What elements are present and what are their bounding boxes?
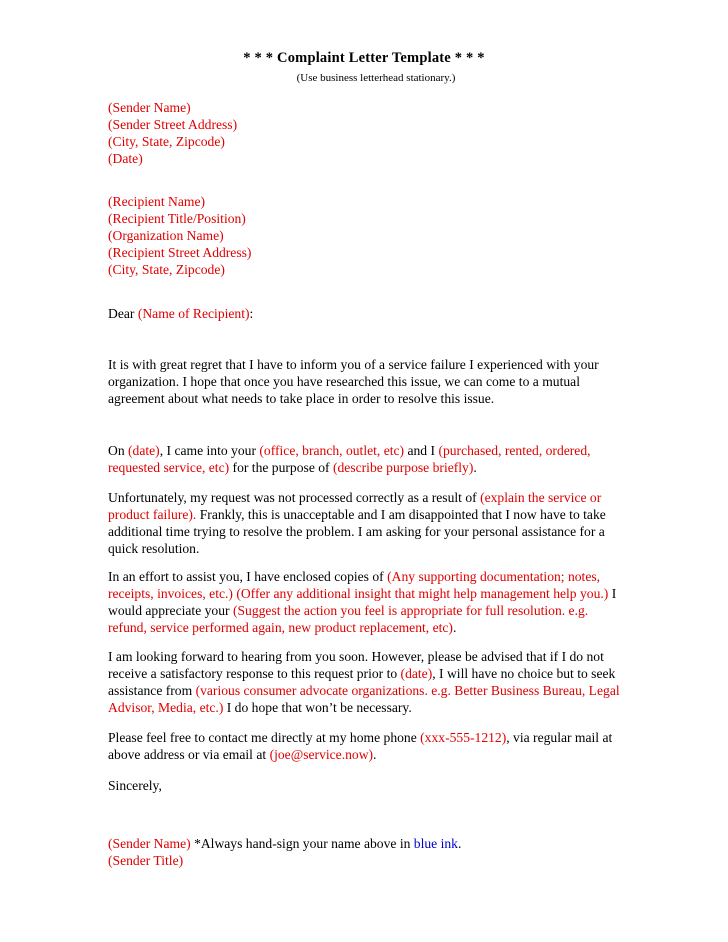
- signature-sender-title: (Sender Title): [108, 853, 184, 868]
- salutation: [108, 305, 628, 322]
- p5-text-3: I do hope that won’t be necessary.: [223, 700, 412, 715]
- p3-text-2: Frankly, this is unacceptable and I am disappointed that I now have to take additional time trying to resolve the problem. I am asking for your personal assistance for a quick resolution.: [108, 507, 606, 556]
- p2-placeholder-action: (purchased, rented, ordered, requested service, etc): [108, 443, 591, 475]
- recipient-address-block: [108, 193, 628, 278]
- p4-text-3: .: [452, 620, 457, 635]
- p2-text-1: On: [108, 443, 129, 458]
- recipient-city: (City, State, Zipcode): [108, 262, 225, 277]
- p3-placeholder-failure: (explain the service or product failure).: [108, 490, 602, 522]
- paragraph-contact: [108, 729, 628, 763]
- sender-name: (Sender Name): [108, 100, 191, 115]
- p4-text-2: I would appreciate your: [108, 586, 617, 618]
- p2-text-5: .: [473, 460, 477, 475]
- signature-line: [108, 835, 628, 852]
- p5-text-2: , I will have no choice but to seek assistance from: [108, 666, 616, 698]
- p5-placeholder-date: (date): [400, 666, 433, 681]
- p2-text-4: for the purpose of: [229, 460, 333, 475]
- sender-address-block: [108, 99, 628, 167]
- p6-text-3: .: [373, 747, 377, 762]
- paragraph-deadline: [108, 648, 628, 716]
- p6-text-1: Please feel free to contact me directly at my home phone: [108, 730, 421, 745]
- paragraph-intro: [108, 356, 628, 407]
- p2-text-3: and I: [404, 443, 439, 458]
- sender-city: (City, State, Zipcode): [108, 134, 225, 149]
- signature-period: .: [457, 836, 462, 851]
- salutation-recipient-name: (Name of Recipient): [137, 306, 250, 321]
- signature-note: *Always hand-sign your name above in: [190, 836, 414, 851]
- salutation-colon: :: [249, 306, 254, 321]
- p6-text-2: , via regular mail at above address or via email at: [108, 730, 613, 762]
- sender-street: (Sender Street Address): [108, 117, 238, 132]
- p2-placeholder-location: (office, branch, outlet, etc): [259, 443, 405, 458]
- paragraph-intro-text: It is with great regret that I have to inform you of a service failure I experienced with your organization. I hope that once you have researched this issue, we can come to a mutual agreement about what needs to take place in order to resolve this issue.: [108, 357, 599, 406]
- recipient-org: (Organization Name): [108, 228, 224, 243]
- signature-block: [108, 835, 628, 869]
- p2-text-2: , I came into your: [159, 443, 260, 458]
- paragraph-enclosures: [108, 568, 628, 636]
- recipient-street: (Recipient Street Address): [108, 245, 252, 260]
- recipient-title: (Recipient Title/Position): [108, 211, 246, 226]
- p3-text-1: Unfortunately, my request was not processed correctly as a result of: [108, 490, 481, 505]
- p4-placeholder-documentation: (Any supporting documentation; notes, receipts, invoices, etc.) (Offer any additional insight that might help management help you.): [108, 569, 609, 601]
- p2-placeholder-date: (date): [128, 443, 160, 458]
- p5-placeholder-organizations: (various consumer advocate organizations. e.g. Better Business Bureau, Legal Advisor, Media, etc.): [108, 683, 620, 715]
- p6-placeholder-phone: (xxx-555-1212): [420, 730, 507, 745]
- paragraph-visit: [108, 442, 628, 476]
- p4-placeholder-suggested-action: (Suggest the action you feel is appropriate for full resolution. e.g. refund, service performed again, new product replacement, etc): [108, 603, 589, 635]
- closing: Sincerely,: [108, 778, 162, 793]
- p4-text-1: In an effort to assist you, I have enclosed copies of: [108, 569, 388, 584]
- p6-placeholder-email: (joe@service.now): [269, 747, 374, 762]
- signature-sender-name: (Sender Name): [108, 836, 191, 851]
- paragraph-failure: [108, 489, 628, 557]
- signature-blue-ink: blue ink: [413, 836, 458, 851]
- p5-text-1: I am looking forward to hearing from you soon. However, please be advised that if I do not receive a satisfactory response to this request prior to: [108, 649, 604, 681]
- salutation-dear: Dear: [108, 306, 138, 321]
- page-title: * * * Complaint Letter Template * * *: [243, 50, 485, 66]
- recipient-name: (Recipient Name): [108, 194, 206, 209]
- page-subtitle: (Use business letterhead stationary.): [296, 72, 456, 84]
- p2-placeholder-purpose: (describe purpose briefly): [332, 460, 474, 475]
- sender-date: (Date): [108, 151, 143, 166]
